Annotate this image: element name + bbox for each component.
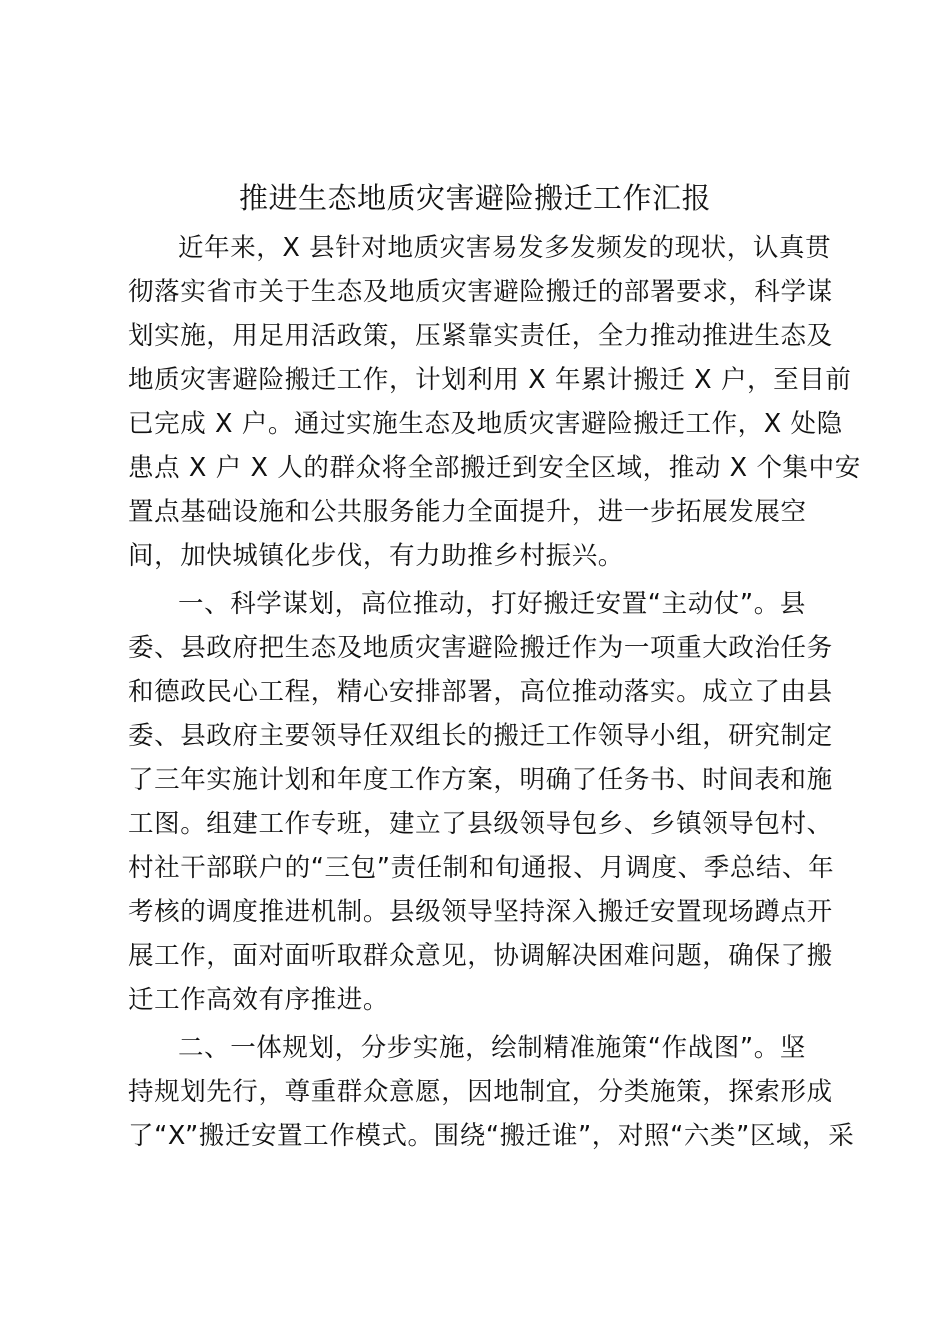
paragraph-line: 已完成 X 户。通过实施生态及地质灾害避险搬迁工作，X 处隐 xyxy=(128,409,843,439)
paragraph-line: 患点 X 户 X 人的群众将全部搬迁到安全区域，推动 X 个集中安 xyxy=(128,453,861,483)
paragraph-line: 村社干部联户的“三包”责任制和旬通报、月调度、季总结、年 xyxy=(128,853,835,883)
paragraph-line: 委、县政府把生态及地质灾害避险搬迁作为一项重大政治任务 xyxy=(128,633,833,663)
paragraph-line: 地质灾害避险搬迁工作，计划利用 X 年累计搬迁 X 户，至目前 xyxy=(128,365,852,395)
paragraph-line: 彻落实省市关于生态及地质灾害避险搬迁的部署要求，科学谋 xyxy=(128,277,833,307)
paragraph-line: 展工作，面对面听取群众意见，协调解决困难问题，确保了搬 xyxy=(128,941,833,971)
paragraph-line: 工图。组建工作专班，建立了县级领导包乡、乡镇领导包村、 xyxy=(128,809,833,839)
paragraph-line: 近年来，X 县针对地质灾害易发多发频发的现状，认真贯 xyxy=(178,233,832,263)
paragraph-line: 委、县政府主要领导任双组长的搬迁工作领导小组，研究制定 xyxy=(128,721,833,751)
section-heading-line: 一、科学谋划，高位推动，打好搬迁安置“主动仗”。县 xyxy=(178,589,806,619)
paragraph-line: 考核的调度推进机制。县级领导坚持深入搬迁安置现场蹲点开 xyxy=(128,897,833,927)
paragraph-line: 了“X”搬迁安置工作模式。围绕“搬迁谁”，对照“六类”区域，采 xyxy=(128,1121,855,1151)
paragraph-line: 了三年实施计划和年度工作方案，明确了任务书、时间表和施 xyxy=(128,765,833,795)
paragraph-line: 置点基础设施和公共服务能力全面提升，进一步拓展发展空 xyxy=(128,497,807,527)
paragraph-line: 间，加快城镇化步伐，有力助推乡村振兴。 xyxy=(128,541,624,571)
paragraph-line: 迁工作高效有序推进。 xyxy=(128,985,390,1015)
paragraph-line: 持规划先行，尊重群众意愿，因地制宜，分类施策，探索形成 xyxy=(128,1077,833,1107)
paragraph-line: 和德政民心工程，精心安排部署，高位推动落实。成立了由县 xyxy=(128,677,833,707)
section-heading-line: 二、一体规划，分步实施，绘制精准施策“作战图”。坚 xyxy=(178,1033,806,1063)
document-title: 推进生态地质灾害避险搬迁工作汇报 xyxy=(238,181,711,215)
paragraph-line: 划实施，用足用活政策，压紧靠实责任，全力推动推进生态及 xyxy=(128,321,833,351)
